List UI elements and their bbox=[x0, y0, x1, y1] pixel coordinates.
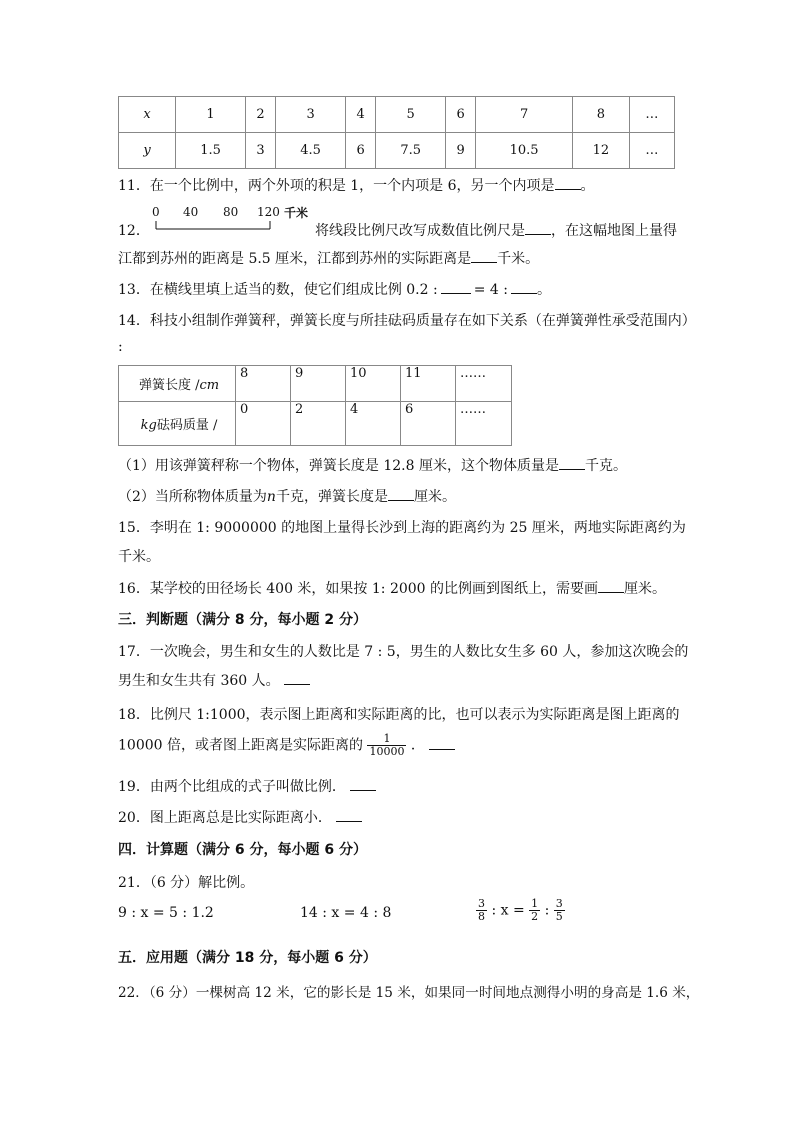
table-row: 弹簧长度 /cm 8 9 10 11 …… bbox=[119, 366, 512, 402]
answer-blank bbox=[336, 807, 362, 822]
fraction: $\frac{3}{5}$ bbox=[555, 897, 563, 923]
fraction: $\frac{1}{10000}$ bbox=[369, 732, 405, 758]
scale-unit: 千米 bbox=[284, 206, 309, 220]
answer-blank bbox=[429, 735, 455, 750]
question-12-number: 12． bbox=[118, 223, 150, 239]
question-11: 11．在一个比例中，两个外项的积是 1，一个内项是 6，另一个内项是 。 bbox=[118, 175, 595, 195]
question-14-sub1: （1）用该弹簧秤称一个物体，弹簧长度是 12.8 厘米，这个物体质量是 千克。 bbox=[118, 455, 627, 475]
question-13: 13．在横线里填上适当的数，使它们组成比例 0.2 : = 4 : 。 bbox=[118, 279, 551, 299]
answer-blank bbox=[388, 486, 414, 501]
scale-line bbox=[150, 219, 275, 231]
question-18-line1: 18．比例尺 1:1000，表示图上距离和实际距离的比，也可以表示为实际距离是图上距离的 bbox=[118, 707, 680, 723]
question-16: 16．某学校的田径场长 400 米，如果按 1: 2000 的比例画到图纸上，需要画 厘米。 bbox=[118, 578, 666, 598]
question-20: 20．图上距离总是比实际距离小． bbox=[118, 807, 362, 827]
question-18-line2: 10000 倍，或者图上距离是实际距离的 $\frac{1}{10000}$ ． bbox=[118, 733, 455, 758]
section-header-judgement: 三．判断题（满分 8 分，每小题 2 分） bbox=[118, 612, 367, 628]
y-label: y bbox=[119, 133, 176, 169]
fraction: $\frac{1}{2}$ bbox=[531, 897, 539, 923]
table-row: x 1 2 3 4 5 6 7 8 … bbox=[119, 97, 675, 133]
scale-label: 80 bbox=[223, 205, 239, 219]
table-row: kg砝码质量 / 0 2 4 6 …… bbox=[119, 402, 512, 446]
question-17-line2: 男生和女生共有 360 人。 bbox=[118, 670, 310, 690]
question-15-line1: 15．李明在 1: 9000000 的地图上量得长沙到上海的距离约为 25 厘米，两地实际距离约为 bbox=[118, 520, 686, 536]
xy-table bbox=[118, 96, 675, 169]
equation-3: $\frac{3}{8}$ : x = $\frac{1}{2}$ : $\frac{3}{5}$ bbox=[478, 897, 563, 923]
spring-length-label: 弹簧长度 /cm bbox=[119, 366, 236, 402]
question-14-line1: 14．科技小组制作弹簧秤，弹簧长度与所挂砝码质量存在如下关系（在弹簧弹性承受范围内） bbox=[118, 313, 696, 329]
fraction: $\frac{3}{8}$ bbox=[478, 897, 485, 923]
scale-label: 40 bbox=[183, 205, 199, 219]
weight-label: kg砝码质量 / bbox=[119, 402, 236, 446]
answer-blank bbox=[555, 175, 581, 190]
answer-blank bbox=[511, 279, 537, 294]
answer-blank bbox=[284, 670, 310, 685]
answer-blank bbox=[598, 578, 624, 593]
answer-blank bbox=[471, 248, 497, 263]
x-label: x bbox=[119, 97, 176, 133]
question-12-line1: 将线段比例尺改写成数值比例尺是 ，在这幅地图上量得 bbox=[315, 220, 677, 240]
question-15-line2: 千米。 bbox=[118, 549, 160, 565]
spring-table bbox=[118, 365, 512, 446]
question-14-sub2: （2）当所称物体质量为n千克，弹簧长度是 厘米。 bbox=[118, 486, 456, 506]
section-header-calculation: 四．计算题（满分 6 分，每小题 6 分） bbox=[118, 842, 367, 858]
answer-blank bbox=[559, 455, 585, 470]
scale-label: 0 bbox=[152, 205, 160, 219]
question-19: 19．由两个比组成的式子叫做比例． bbox=[118, 776, 376, 796]
answer-blank bbox=[441, 279, 471, 294]
question-14-line2: : bbox=[118, 339, 123, 355]
equation-1: 9 : x = 5 : 1.2 bbox=[118, 905, 214, 921]
scale-bar bbox=[150, 205, 309, 235]
question-17-line1: 17．一次晚会，男生和女生的人数比是 7 : 5，男生的人数比女生多 60 人，参加这次晚会的 bbox=[118, 644, 689, 660]
question-22: 22．（6 分）一棵树高 12 米，它的影长是 15 米，如果同一时间地点测得小明的身高是 1.6 米， bbox=[118, 985, 700, 1001]
answer-blank bbox=[525, 220, 551, 235]
answer-blank bbox=[350, 776, 376, 791]
scale-label: 120 bbox=[257, 205, 280, 219]
question-21: 21．（6 分）解比例。 bbox=[118, 875, 255, 891]
table-row: y 1.5 3 4.5 6 7.5 9 10.5 12 … bbox=[119, 133, 675, 169]
section-header-application: 五．应用题（满分 18 分，每小题 6 分） bbox=[118, 950, 377, 966]
question-12-line2: 江都到苏州的距离是 5.5 厘米，江都到苏州的实际距离是 千米。 bbox=[118, 248, 539, 268]
equation-2: 14 : x = 4 : 8 bbox=[300, 905, 392, 921]
